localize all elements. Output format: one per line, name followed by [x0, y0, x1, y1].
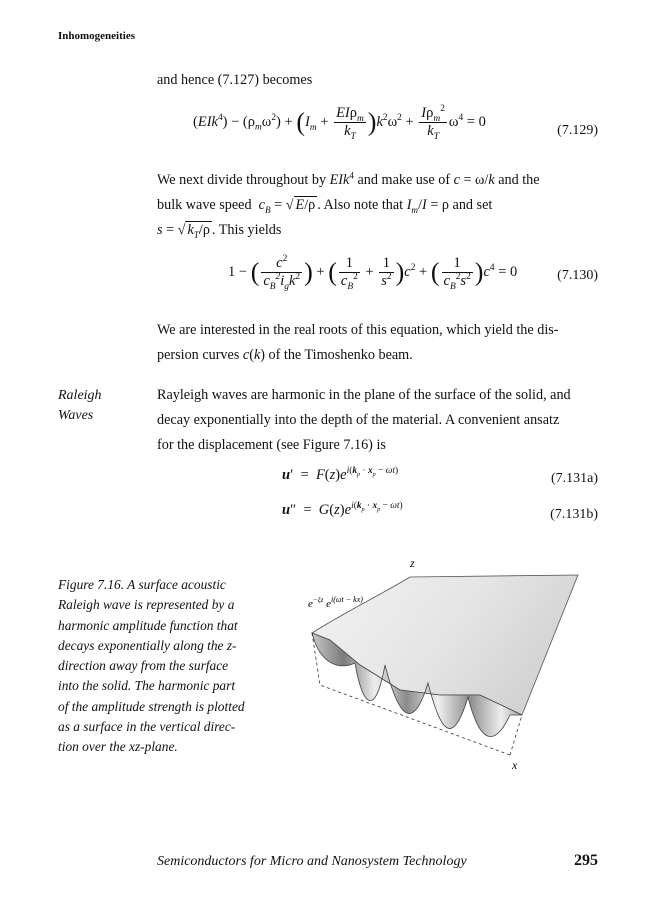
caption-line: into the solid. The harmonic part	[58, 678, 236, 694]
page-number: 295	[574, 852, 598, 869]
equation-7-130: 1 − ( $\frac{c^2}{c_B^2i_gk^2}$ ) + ( $\frac{1}{c_B^2}$ + $\frac{1}{s^2}$ )$c^2$ + ( $\frac{1}{c_B^2s^2}$ )$c^4 = 0$	[228, 254, 518, 292]
text-span: bulk wave speed	[157, 197, 252, 213]
base-plane-edge-right	[510, 715, 522, 755]
z-axis-label: z	[410, 556, 415, 570]
equation-number-7-130: (7.130)	[557, 268, 598, 283]
paragraph-line: s = √ $k_T/\rho$ . This yields	[157, 222, 282, 240]
equation-7-131b: $u'' = G(z)e^{i(k_p \cdot x_p - \omega t)}$	[282, 501, 403, 518]
paragraph-line: We next divide throughout by EIk$^4$ and make use of c = ω/k and the	[157, 170, 540, 188]
text-span: . This yields	[211, 222, 282, 238]
caption-line: as a surface in the vertical direc-	[58, 719, 236, 735]
caption-line: Figure 7.16. A surface acoustic	[58, 577, 226, 592]
paragraph-roots	[157, 318, 599, 368]
decay-label: $e^{-\xi z}$ $e^{i(\omega t - kx)}$	[308, 595, 363, 610]
text-span: . Also note that	[317, 197, 404, 213]
x-axis-label: x	[512, 758, 518, 772]
paragraph-line: decay exponentially into the depth of the material. A convenient ansatz	[157, 412, 560, 428]
margin-note-line: Waves	[58, 408, 94, 423]
paragraph-line: We are interested in the real roots of this equation, which yield the dis-	[157, 322, 559, 338]
margin-note-line: Raleigh	[58, 388, 102, 403]
equation-number-7-131a: (7.131a)	[550, 471, 598, 486]
intro-sentence: and hence (7.127) becomes	[157, 72, 313, 88]
paragraph-line: Rayleigh waves are harmonic in the plane of the surface of the solid, and	[157, 387, 571, 403]
rayleigh-wave-figure	[300, 555, 620, 775]
caption-line: Raleigh wave is represented by a	[58, 597, 235, 613]
figure-caption	[58, 575, 278, 758]
intro-text	[157, 68, 599, 93]
footer-book-title: Semiconductors for Micro and Nanosystem Technology	[157, 854, 467, 869]
margin-note	[58, 386, 102, 426]
text-span: and make use of	[357, 172, 451, 188]
text-span: We next divide throughout by	[157, 172, 327, 188]
running-head: Inhomogeneities	[58, 30, 135, 42]
caption-line: harmonic amplitude function that	[58, 617, 238, 633]
paragraph-line: bulk wave speed $c_B$ = √ E/ρ . Also note that $I_m/I = \rho$ and set	[157, 197, 493, 215]
equation-7-129: $(EIk^4) - (\rho_m\omega^2) + (I_m$ + $\frac{EI\rho_m}{k_T}$ )$k^2\omega^2$ + $\frac{I\rho_m^2}{k_T}$ $\omega^4 = 0$	[193, 104, 486, 142]
text-span: and set	[452, 197, 493, 213]
text-span: persion curves	[157, 347, 240, 363]
equation-number-7-129: (7.129)	[557, 123, 598, 138]
paragraph-rayleigh	[157, 383, 599, 458]
caption-line: of the amplitude strength is plotted	[58, 698, 245, 714]
paragraph-divide	[157, 168, 599, 243]
paragraph-line: persion curves c(k) of the Timoshenko beam.	[157, 347, 413, 363]
text-span: and the	[498, 172, 540, 188]
caption-line: tion over the xz-plane.	[58, 739, 178, 755]
caption-line: direction away from the surface	[58, 658, 229, 674]
paragraph-line: for the displacement (see Figure 7.16) is	[157, 437, 386, 453]
caption-line: decays exponentially along the z-	[58, 637, 237, 653]
text-span: of the Timoshenko beam.	[268, 347, 413, 363]
equation-number-7-131b: (7.131b)	[550, 507, 598, 522]
equation-7-131a: $u' = F(z)e^{i(k_p \cdot x_p - \omega t)}$	[282, 466, 399, 483]
